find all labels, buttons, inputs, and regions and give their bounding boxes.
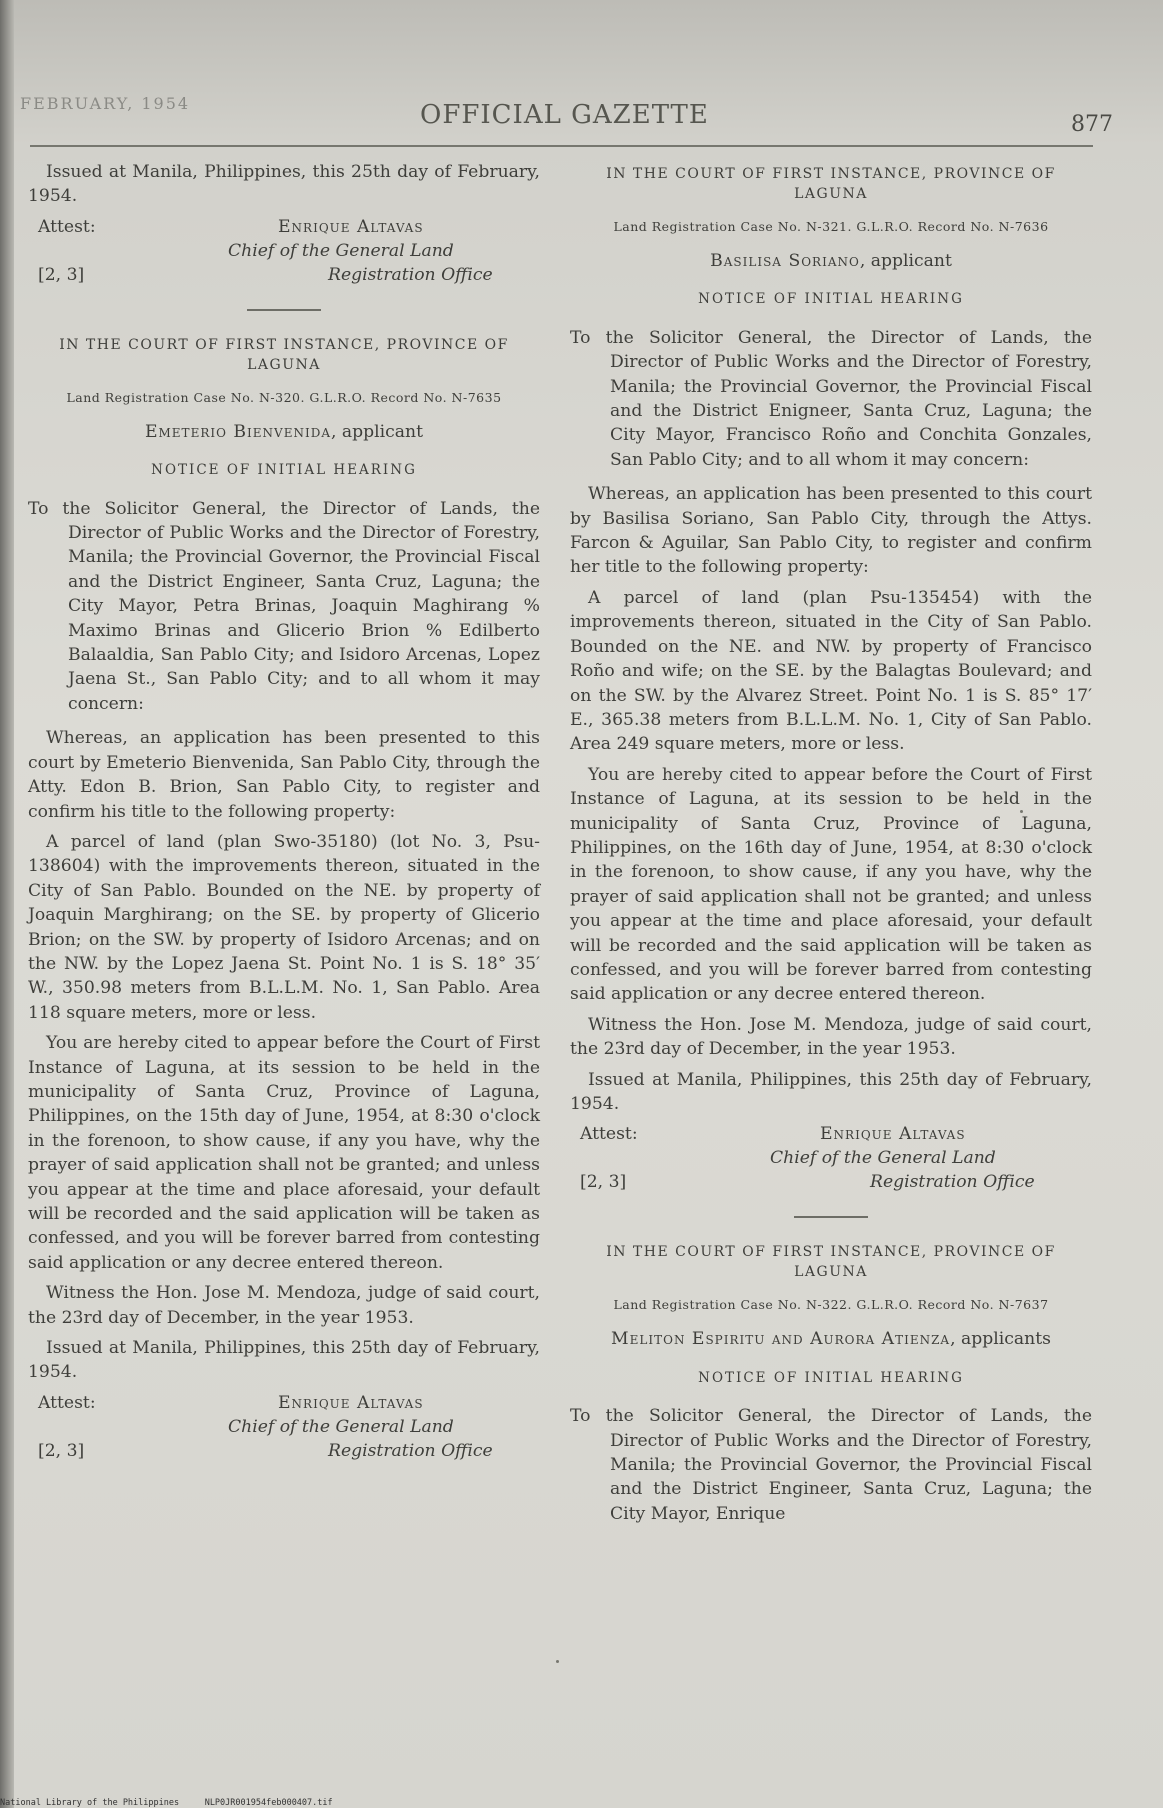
header-date: FEBRUARY, 1954 [20, 94, 191, 113]
parcel-paragraph: A parcel of land (plan Swo-35180) (lot No. 3, Psu-138604) with the improvements thereon, situated in the City of San Pablo. Bounded on the NE. by property of Joaquin Marghirang; on the SE. by property of Glicerio Brion; on the SW. by property of Isidoro Arcenas; and on the NW. by the Lopez Jaena St. Point No. 1 is S. 18° 35′ W., 350.98 meters from B.L.L.M. No. 1, San Pablo. Area 118 square meters, more or less. [28, 831, 540, 1023]
header-title: OFFICIAL GAZETTE [420, 100, 709, 130]
whereas-paragraph: Whereas, an application has been presented to this court by Emeterio Bienvenida, San Pablo City, through the Atty. Edon B. Brion, San Pablo City, to register and confirm his title to the following property: [28, 728, 540, 822]
issued-line: Issued at Manila, Philippines, this 25th day of February, 1954. [570, 1069, 1092, 1114]
addressees: To the Solicitor General, the Director of Lands, the Director of Public Works and the Director of Forestry, Manila; the Provincial Governor, the Provincial Fiscal and the District Engineer, Santa Cruz, Laguna; the City Mayor, Enrique [570, 1406, 1092, 1524]
applicant-suffix: , applicants [950, 1329, 1051, 1350]
attest-title-line2: Registration Office [870, 1172, 1035, 1193]
attest-label: Attest: [38, 216, 96, 237]
attest-ref: [2, 3] [38, 264, 85, 285]
applicant-suffix: , applicant [859, 251, 952, 271]
paper-speck [556, 1660, 559, 1663]
attest-block [28, 215, 540, 291]
whereas-paragraph: Whereas, an application has been presented to this court by Basilisa Soriano, San Pablo City, through the Attys. Farcon & Aguilar, San Pablo City, to register and confirm her title to the following property: [570, 484, 1092, 578]
section-divider [247, 309, 321, 311]
applicant-suffix: , applicant [331, 421, 424, 442]
attest-name: Enrique Altavas [278, 1392, 424, 1413]
attest-title-line2: Registration Office [328, 264, 493, 285]
applicant-name: Emeterio Bienvenida [144, 421, 331, 442]
parcel-paragraph: A parcel of land (plan Psu-135454) with the improvements thereon, situated in the City of San Pablo. Bounded on the NE. and NW. by property of Francisco Roño and wife; on the SE. by the Balagtas Boulevard; and on the SW. by the Alvarez Street. Point No. 1 is S. 85° 17′ E., 365.38 meters from B.L.L.M. No. 1, City of San Pablo. Area 249 square meters, more or less. [570, 587, 1092, 755]
notice-heading: NOTICE OF INITIAL HEARING [698, 1369, 964, 1386]
attest-block [28, 1391, 540, 1467]
applicant-line [570, 1327, 1092, 1351]
book-spine-shadow [0, 0, 14, 1808]
right-column [570, 160, 1092, 1536]
page-number: 877 [1071, 112, 1113, 137]
cited-paragraph: You are hereby cited to appear before the Court of First Instance of Laguna, at its session to be held in the municipality of Santa Cruz, Province of Laguna, Philippines, on the 15th day of June, 1954, at 8:30 o'clock in the forenoon, to show cause, if any you have, why the prayer of said application shall not be granted; and unless you appear at the time and place aforesaid, your default will be recorded and the said application will be taken as confessed, and you will be forever barred from contesting said application or any decree entered thereon. [28, 1033, 540, 1273]
attest-label: Attest: [580, 1124, 638, 1145]
attest-title-line1: Chief of the General Land [228, 240, 454, 261]
header-rule [30, 145, 1093, 147]
issued-line: Issued at Manila, Philippines, this 25th day of February, 1954. [28, 1338, 540, 1383]
court-heading: IN THE COURT OF FIRST INSTANCE, PROVINCE OF LAGUNA [606, 166, 1056, 202]
attest-name: Enrique Altavas [278, 216, 424, 237]
addressees: To the Solicitor General, the Director of Lands, the Director of Public Works and the Director of Forestry, Manila; the Provincial Governor, the Provincial Fiscal and the District Engineer, Santa Cruz, Laguna; the City Mayor, Petra Brinas, Joaquin Maghirang % Maximo Brinas and Glicerio Brion % Edilberto Balaaldia, San Pablo City; and Isidoro Arcenas, Lopez Jaena St., San Pablo City; and to all whom it may concern: [28, 498, 540, 714]
attest-name: Enrique Altavas [820, 1124, 966, 1145]
cited-paragraph: You are hereby cited to appear before the Court of First Instance of Laguna, at its session to be held in the municipality of Santa Cruz, Province of Laguna, Philippines, on the 16th day of June, 1954, at 8:30 o'clock in the forenoon, to show cause, if any you have, why the prayer of said application shall not be granted; and unless you appear at the time and place aforesaid, your default will be recorded and the said application will be taken as confessed, and you will be forever barred from contesting said application or any decree entered thereon. [570, 764, 1092, 1005]
paper-speck [1020, 810, 1023, 813]
applicant-name: Basilisa Soriano [710, 251, 860, 271]
witness-paragraph: Witness the Hon. Jose M. Mendoza, judge of said court, the 23rd day of December, in the year 1953. [570, 1014, 1092, 1060]
notice-heading: NOTICE OF INITIAL HEARING [151, 462, 417, 479]
applicant-line [570, 249, 1092, 273]
addressees: To the Solicitor General, the Director of Lands, the Director of Public Works and the Director of Forestry, Manila; the Provincial Governor, the Provincial Fiscal and the District Enigneer, Santa Cruz, Laguna; the City Mayor, Francisco Roño and Conchita Gonzales, San Pablo City; and to all whom it may concern: [570, 327, 1092, 470]
attest-title-line1: Chief of the General Land [228, 1416, 454, 1437]
attest-ref: [2, 3] [580, 1172, 627, 1193]
court-heading: IN THE COURT OF FIRST INSTANCE, PROVINCE OF LAGUNA [606, 1244, 1056, 1281]
witness-paragraph: Witness the Hon. Jose M. Mendoza, judge of said court, the 23rd day of December, in the year 1953. [28, 1283, 540, 1328]
notice-heading: NOTICE OF INITIAL HEARING [698, 291, 964, 308]
court-heading: IN THE COURT OF FIRST INSTANCE, PROVINCE OF LAGUNA [59, 336, 509, 373]
issued-line: Issued at Manila, Philippines, this 25th day of February, 1954. [28, 162, 540, 207]
attest-title-line2: Registration Office [328, 1440, 493, 1461]
page-header [20, 88, 1113, 137]
applicant-line [28, 420, 540, 444]
attest-label: Attest: [38, 1392, 96, 1413]
left-column [28, 160, 540, 1477]
case-number: Land Registration Case No. N-322. G.L.R.O. Record No. N-7637 [613, 1297, 1049, 1313]
case-number: Land Registration Case No. N-320. G.L.R.O. Record No. N-7635 [66, 389, 502, 405]
scan-footer: National Library of the Philippines NLP0JR001954feb000407.tif [0, 1798, 333, 1808]
section-divider [794, 1216, 868, 1218]
attest-title-line1: Chief of the General Land [770, 1148, 996, 1169]
attest-ref: [2, 3] [38, 1440, 85, 1461]
applicant-name: Meliton Espiritu and Aurora Atienza [611, 1329, 951, 1350]
attest-block [570, 1122, 1092, 1198]
case-number: Land Registration Case No. N-321. G.L.R.O. Record No. N-7636 [613, 219, 1049, 234]
